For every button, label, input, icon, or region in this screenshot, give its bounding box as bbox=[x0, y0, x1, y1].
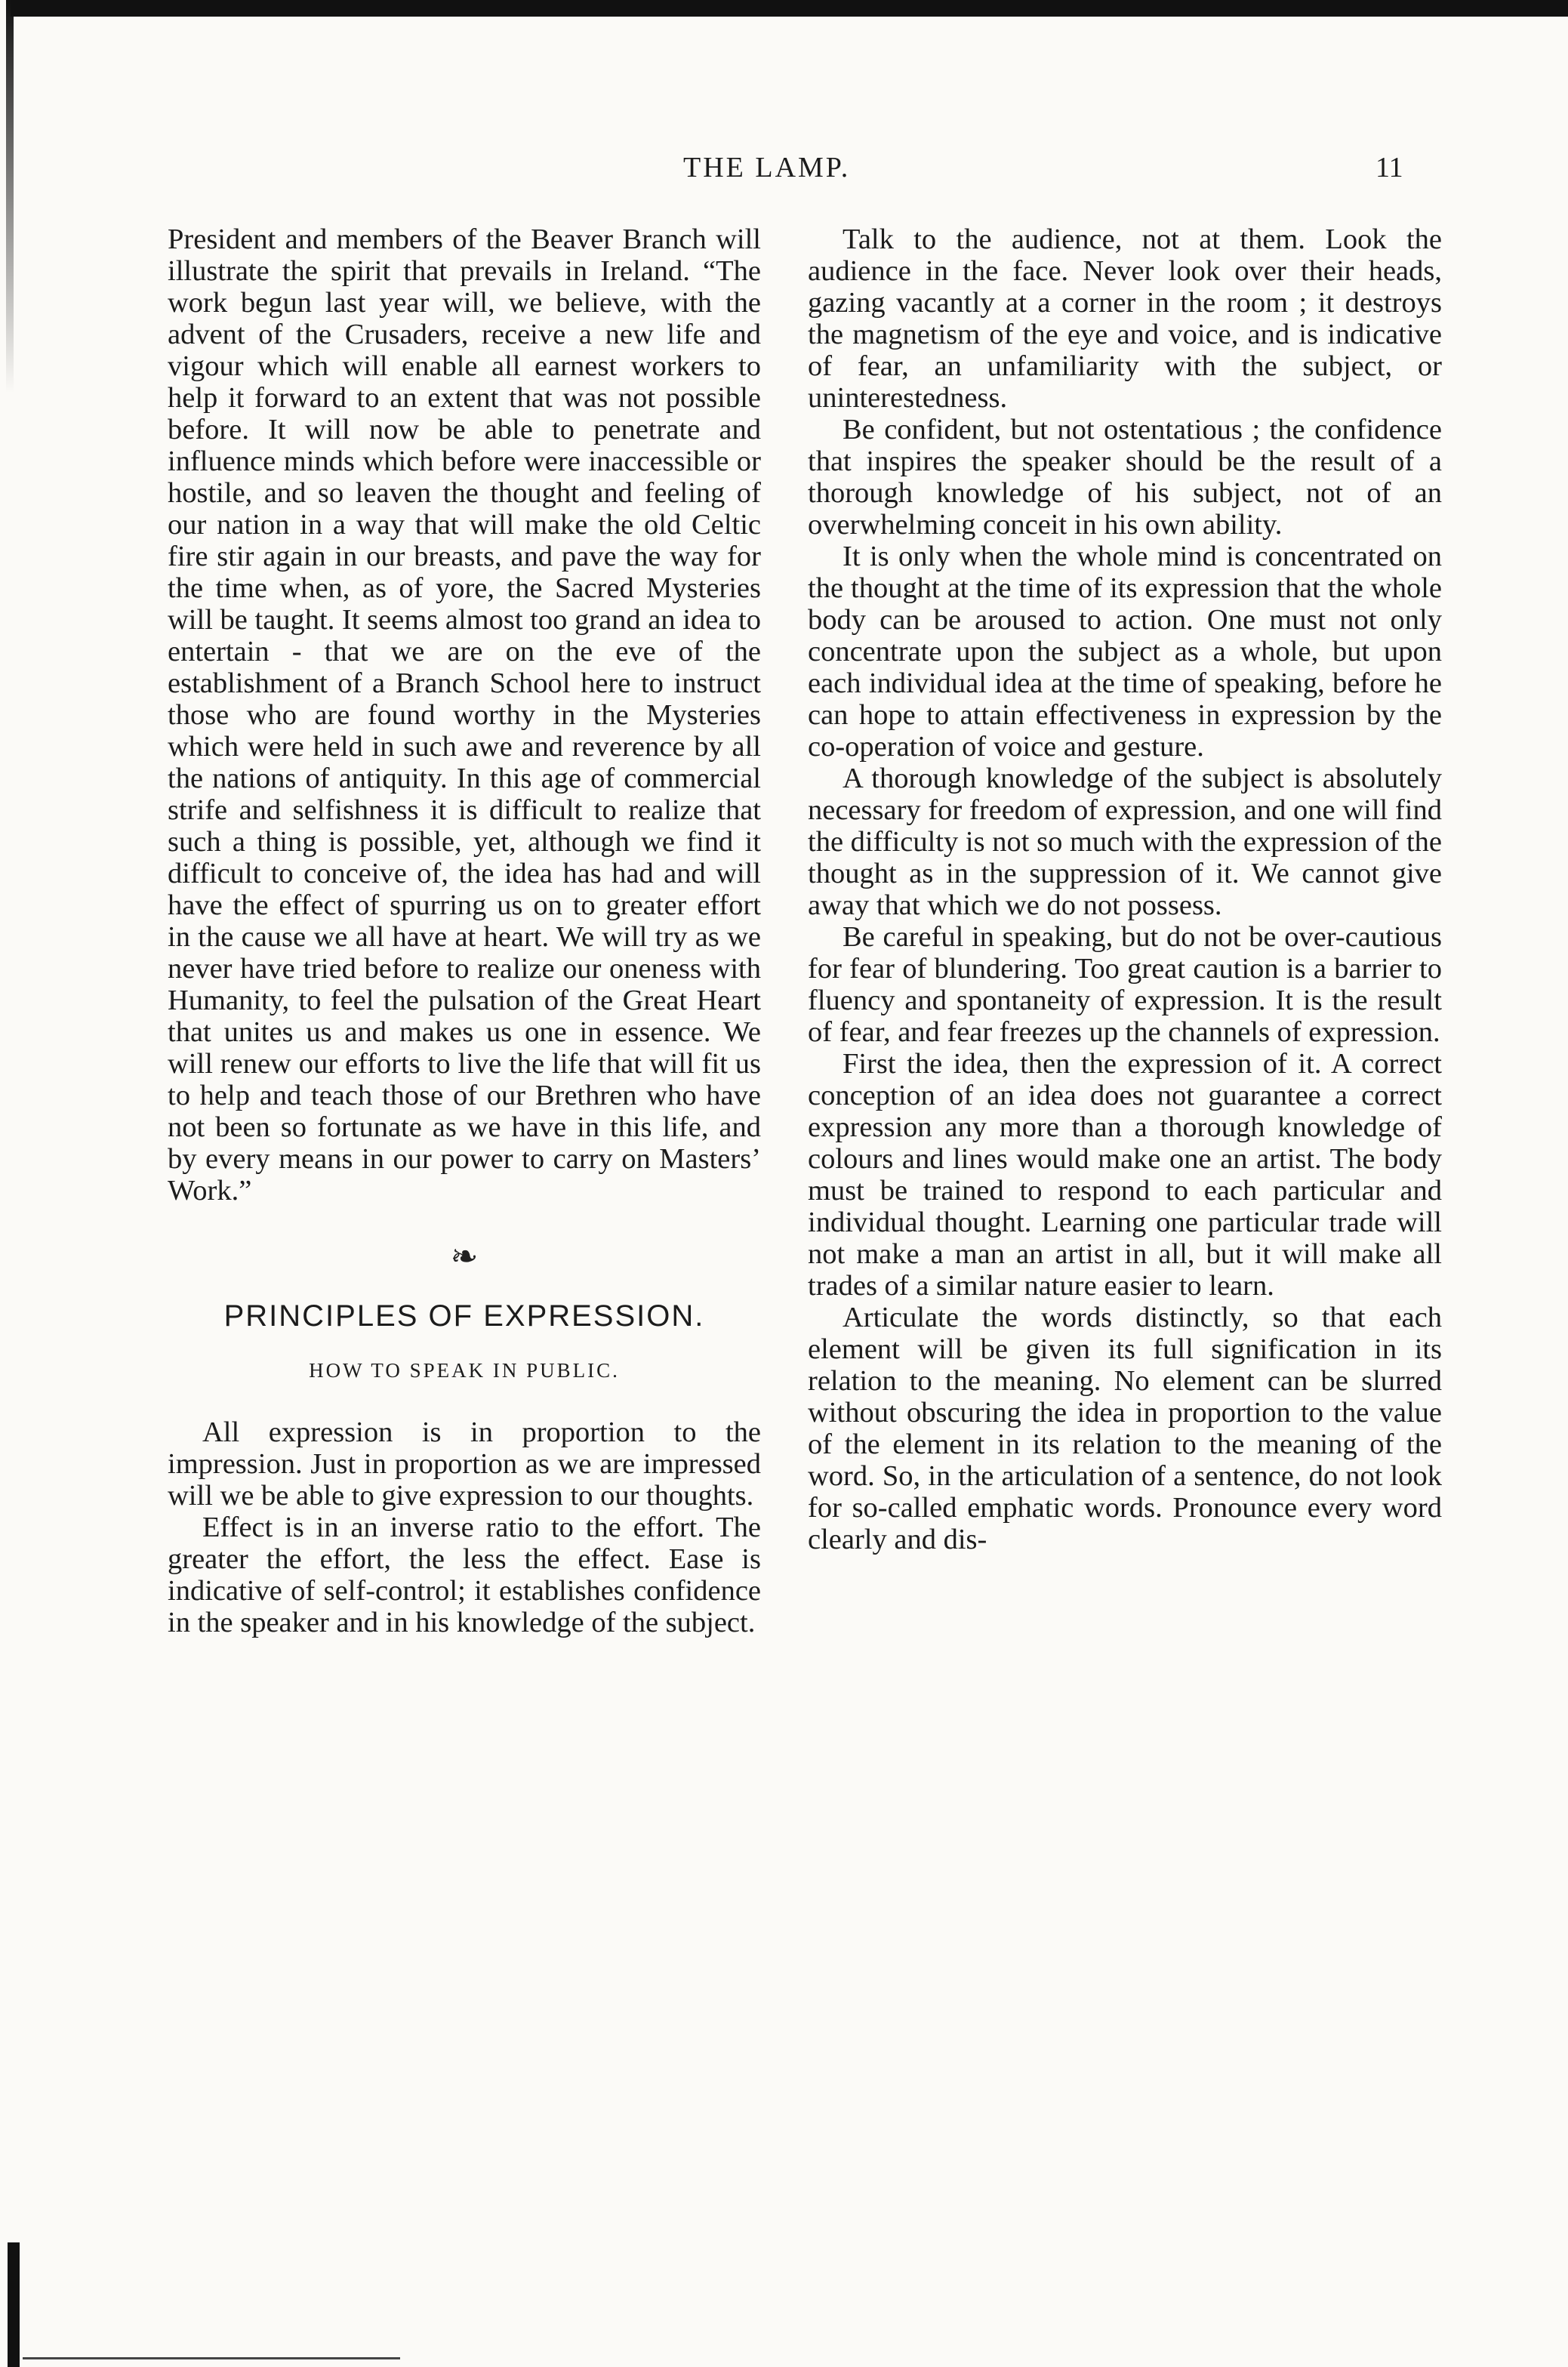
paragraph: It is only when the whole mind is concentrated on the thought at the time of its expression that the whole body can be aroused to action. One must not only concentrate upon the subject as a whole, but upon each individual idea at the time of speaking, before he can hope to attain effectiveness in expression by the co-operation of voice and gesture. bbox=[808, 541, 1442, 763]
paragraph: Be careful in speaking, but do not be over-cautious for fear of blundering. Too great caution is a barrier to fluency and spontaneity of expression. It is the result of fear, and fear freezes up the channels of expression. bbox=[808, 921, 1442, 1048]
paragraph: Talk to the audience, not at them. Look the audience in the face. Never look over their heads, gazing vacantly at a corner in the room ; it destroys the magnetism of the eye and voice, and is indicative of fear, an unfamiliarity with the subject, or uninterestedness. bbox=[808, 223, 1442, 414]
paragraph: First the idea, then the expression of it. A correct conception of an idea does not guarantee a correct expression any more than a thorough knowledge of colours and lines would make one an artist. The body must be trained to respond to each particular and individual thought. Learning one particular trade will not make a man an artist in all, but it will make all trades of a similar nature easier to learn. bbox=[808, 1048, 1442, 1302]
paragraph: Be confident, but not ostentatious ; the confidence that inspires the speaker should be the result of a thorough knowledge of his subject, not of an overwhelming conceit in his own ability. bbox=[808, 414, 1442, 541]
paragraph: All expression is in proportion to the impression. Just in proportion as we are impressed will we be able to give expression to our thoughts. bbox=[168, 1416, 761, 1512]
bottom-rule bbox=[23, 2357, 400, 2359]
paragraph: A thorough knowledge of the subject is absolutely necessary for freedom of expression, and one will find the difficulty is not so much with the expression of the thought as in the suppression of it. We cannot give away that which we do not possess. bbox=[808, 763, 1442, 921]
journal-title: THE LAMP. bbox=[683, 152, 851, 183]
left-column bbox=[168, 223, 761, 1638]
article-heading: PRINCIPLES OF EXPRESSION. bbox=[223, 1299, 705, 1333]
running-head bbox=[0, 151, 1568, 196]
left-page-edge bbox=[6, 0, 14, 393]
section-ornament: ❧ bbox=[450, 1238, 479, 1275]
paragraph: Effect is in an inverse ratio to the effort. The greater the effort, the less the effect. Ease is indicative of self-control; it establishes confidence in the speaker and in his knowledge of the subject. bbox=[168, 1512, 761, 1638]
page-number: 11 bbox=[1375, 152, 1403, 183]
paragraph: Articulate the words distinctly, so that each element will be given its full signification in its relation to the meaning. No element can be slurred without obscuring the idea in proportion to the value of the element in its relation to the meaning of the word. So, in the articulation of a sentence, do not look for so-called emphatic words. Pronounce every word clearly and dis- bbox=[808, 1302, 1442, 1555]
right-column bbox=[808, 223, 1442, 1555]
top-border-rule bbox=[11, 0, 1568, 17]
article-subheading: HOW TO SPEAK IN PUBLIC. bbox=[309, 1359, 620, 1382]
bottom-page-edge bbox=[8, 2242, 20, 2367]
continued-paragraph: President and members of the Beaver Branch will illustrate the spirit that prevails in Ireland. “The work begun last year will, we believe, with the advent of the Crusaders, receive a new life and vigour which will enable all earnest workers to help it forward to an extent that was not possible before. It will now be able to penetrate and influence minds which before were inaccessible or hostile, and so leaven the thought and feeling of our nation in a way that will make the old Celtic fire stir again in our breasts, and pave the way for the time when, as of yore, the Sacred Mysteries will be taught. It seems almost too grand an idea to entertain - that we are on the eve of the establishment of a Branch School here to instruct those who are found worthy in the Mysteries which were held in such awe and reverence by all the nations of antiquity. In this age of commercial strife and selfishness it is difficult to realize that such a thing is possible, yet, although we find it difficult to conceive of, the idea has had and will have the effect of spurring us on to greater effort in the cause we all have at heart. We will try as we never have tried before to realize our oneness with Humanity, to feel the pulsation of the Great Heart that unites us and makes us one in essence. We will renew our efforts to live the life that will fit us to help and teach those of our Brethren who have not been so fortunate as we have in this life, and by every means in our power to carry on Masters’ Work.” bbox=[168, 223, 761, 1207]
